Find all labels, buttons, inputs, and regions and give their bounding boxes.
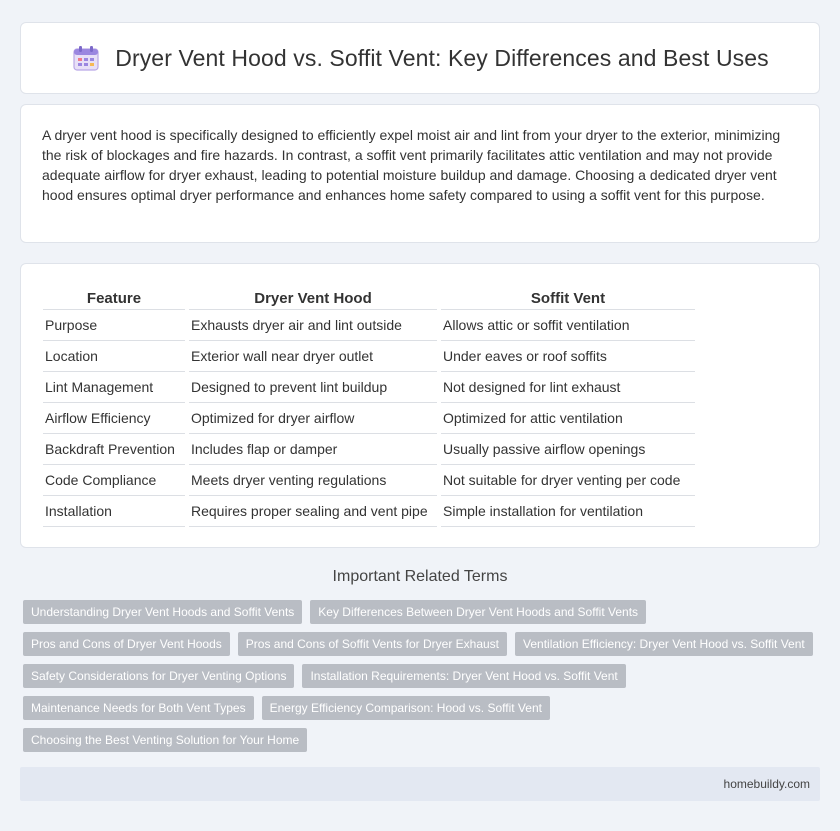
table-cell: Designed to prevent lint buildup bbox=[189, 372, 437, 403]
table-cell: Optimized for attic ventilation bbox=[441, 403, 695, 434]
table-cell: Code Compliance bbox=[43, 465, 185, 496]
comparison-table-card bbox=[20, 263, 820, 548]
table-header-feature: Feature bbox=[43, 286, 185, 310]
intro-card bbox=[20, 104, 820, 243]
table-cell: Requires proper sealing and vent pipe bbox=[189, 496, 437, 527]
term-row bbox=[23, 696, 823, 720]
header-card bbox=[20, 22, 820, 94]
related-term-tag[interactable]: Ventilation Efficiency: Dryer Vent Hood vs. Soffit Vent bbox=[515, 632, 813, 656]
table-cell: Under eaves or roof soffits bbox=[441, 341, 695, 372]
related-term-tag[interactable]: Pros and Cons of Dryer Vent Hoods bbox=[23, 632, 230, 656]
table-cell: Not designed for lint exhaust bbox=[441, 372, 695, 403]
table-cell: Location bbox=[43, 341, 185, 372]
table-cell: Lint Management bbox=[43, 372, 185, 403]
intro-text: A dryer vent hood is specifically designed to efficiently expel moist air and lint from your dryer to the exterior, minimizing the risk of blockages and fire hazards. In contrast, a soffit vent primarily facilitates attic ventilation and may not provide adequate airflow for dryer exhaust, leading to potential moisture buildup and damage. Choosing a dedicated dryer vent hood ensures optimal dryer performance and enhances home safety compared to using a soffit vent for this purpose. bbox=[42, 127, 781, 203]
table-cell: Usually passive airflow openings bbox=[441, 434, 695, 465]
related-terms-title: Important Related Terms bbox=[332, 568, 508, 585]
related-term-tag[interactable]: Maintenance Needs for Both Vent Types bbox=[23, 696, 254, 720]
term-row bbox=[23, 600, 823, 624]
table-header-soffit-vent: Soffit Vent bbox=[441, 286, 695, 310]
table-cell: Backdraft Prevention bbox=[43, 434, 185, 465]
related-terms-list bbox=[23, 600, 823, 760]
table-cell: Meets dryer venting regulations bbox=[189, 465, 437, 496]
table-row bbox=[43, 403, 695, 434]
table-row bbox=[43, 496, 695, 527]
table-cell: Not suitable for dryer venting per code bbox=[441, 465, 695, 496]
related-term-tag[interactable]: Safety Considerations for Dryer Venting Options bbox=[23, 664, 294, 688]
table-row bbox=[43, 310, 695, 341]
table-cell: Exterior wall near dryer outlet bbox=[189, 341, 437, 372]
footer-site-name[interactable]: homebuildy.com bbox=[723, 777, 810, 791]
table-cell: Includes flap or damper bbox=[189, 434, 437, 465]
table-cell: Installation bbox=[43, 496, 185, 527]
table-row bbox=[43, 434, 695, 465]
footer bbox=[20, 767, 820, 801]
page-title: Dryer Vent Hood vs. Soffit Vent: Key Differences and Best Uses bbox=[115, 44, 769, 71]
related-term-tag[interactable]: Pros and Cons of Soffit Vents for Dryer Exhaust bbox=[238, 632, 507, 656]
related-term-tag[interactable]: Understanding Dryer Vent Hoods and Soffit Vents bbox=[23, 600, 302, 624]
table-row bbox=[43, 465, 695, 496]
related-term-tag[interactable]: Key Differences Between Dryer Vent Hoods and Soffit Vents bbox=[310, 600, 646, 624]
table-row bbox=[43, 341, 695, 372]
title-wrap bbox=[71, 43, 769, 73]
term-row bbox=[23, 664, 823, 688]
table-header-dryer-vent-hood: Dryer Vent Hood bbox=[189, 286, 437, 310]
table-row bbox=[43, 372, 695, 403]
table-cell: Airflow Efficiency bbox=[43, 403, 185, 434]
table-header-row bbox=[43, 286, 695, 310]
related-term-tag[interactable]: Choosing the Best Venting Solution for Your Home bbox=[23, 728, 307, 752]
table-cell: Exhausts dryer air and lint outside bbox=[189, 310, 437, 341]
table-cell: Purpose bbox=[43, 310, 185, 341]
calendar-icon bbox=[71, 43, 101, 73]
related-term-tag[interactable]: Energy Efficiency Comparison: Hood vs. Soffit Vent bbox=[262, 696, 550, 720]
table-cell: Allows attic or soffit ventilation bbox=[441, 310, 695, 341]
term-row bbox=[23, 632, 823, 656]
related-term-tag[interactable]: Installation Requirements: Dryer Vent Hood vs. Soffit Vent bbox=[302, 664, 625, 688]
table-cell: Optimized for dryer airflow bbox=[189, 403, 437, 434]
term-row bbox=[23, 728, 823, 752]
comparison-table bbox=[39, 286, 699, 527]
table-cell: Simple installation for ventilation bbox=[441, 496, 695, 527]
